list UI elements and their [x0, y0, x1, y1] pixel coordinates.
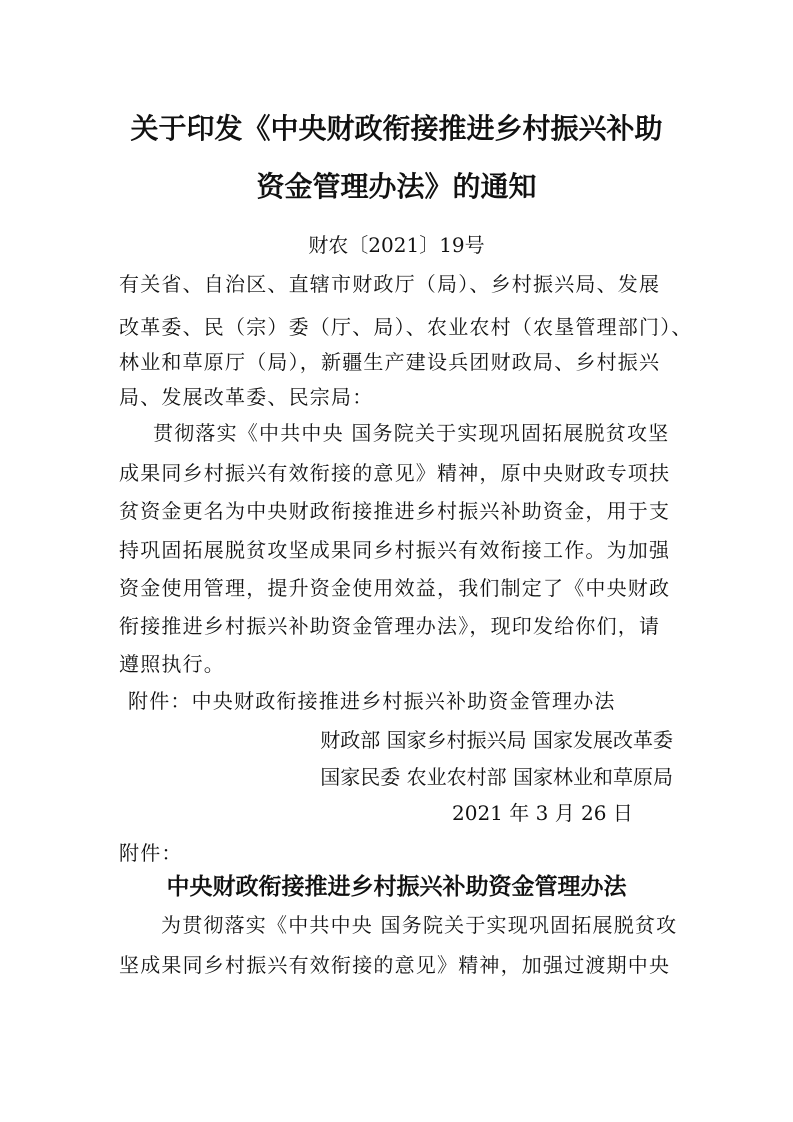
issuers-line-2: 国家民委 农业农村部 国家林业和草原局: [320, 765, 673, 789]
body-line: 资金使用管理，提升资金使用效益，我们制定了《中央财政: [119, 576, 671, 600]
issuers-line-1: 财政部 国家乡村振兴局 国家发展改革委: [320, 728, 673, 752]
attachment-note: 附件：中央财政衔接推进乡村振兴补助资金管理办法: [128, 689, 616, 713]
body-line: 持巩固拓展脱贫攻坚成果同乡村振兴有效衔接工作。为加强: [119, 538, 671, 562]
body-line: 衔接推进乡村振兴补助资金管理办法》，现印发给你们，请: [119, 614, 661, 638]
body-line: 贫资金更名为中央财政衔接推进乡村振兴补助资金，用于支: [119, 499, 671, 523]
attachment-label: 附件：: [119, 841, 183, 865]
addressee-line: 有关省、自治区、直辖市财政厅（局）、乡村振兴局、发展: [119, 272, 661, 296]
attachment-title: 中央财政衔接推进乡村振兴补助资金管理办法: [166, 874, 627, 900]
addressee-line: 改革委、民（宗）委（厅、局）、农业农村（农垦管理部门）、: [119, 315, 693, 339]
attachment-body-line: 为贯彻落实《中共中央 国务院关于实现巩固拓展脱贫攻: [161, 913, 678, 937]
addressee-line: 林业和草原厅（局），新疆生产建设兵团财政局、乡村振兴: [119, 350, 661, 374]
body-line: 遵照执行。: [119, 652, 225, 676]
attachment-body-line: 坚成果同乡村振兴有效衔接的意见》精神，加强过渡期中央: [119, 953, 671, 977]
addressee-line: 局、发展改革委、民宗局：: [119, 385, 374, 409]
document-number: 财农〔2021〕19号: [308, 233, 485, 257]
document-title-line-2: 资金管理办法》的通知: [256, 170, 537, 203]
body-line: 成果同乡村振兴有效衔接的意见》精神，原中央财政专项扶: [119, 461, 671, 485]
issue-date: 2021 年 3 月 26 日: [452, 801, 633, 825]
document-title-line-1: 关于印发《中央财政衔接推进乡村振兴补助: [130, 112, 663, 145]
body-line: 贯彻落实《中共中央 国务院关于实现巩固拓展脱贫攻坚: [153, 421, 670, 445]
